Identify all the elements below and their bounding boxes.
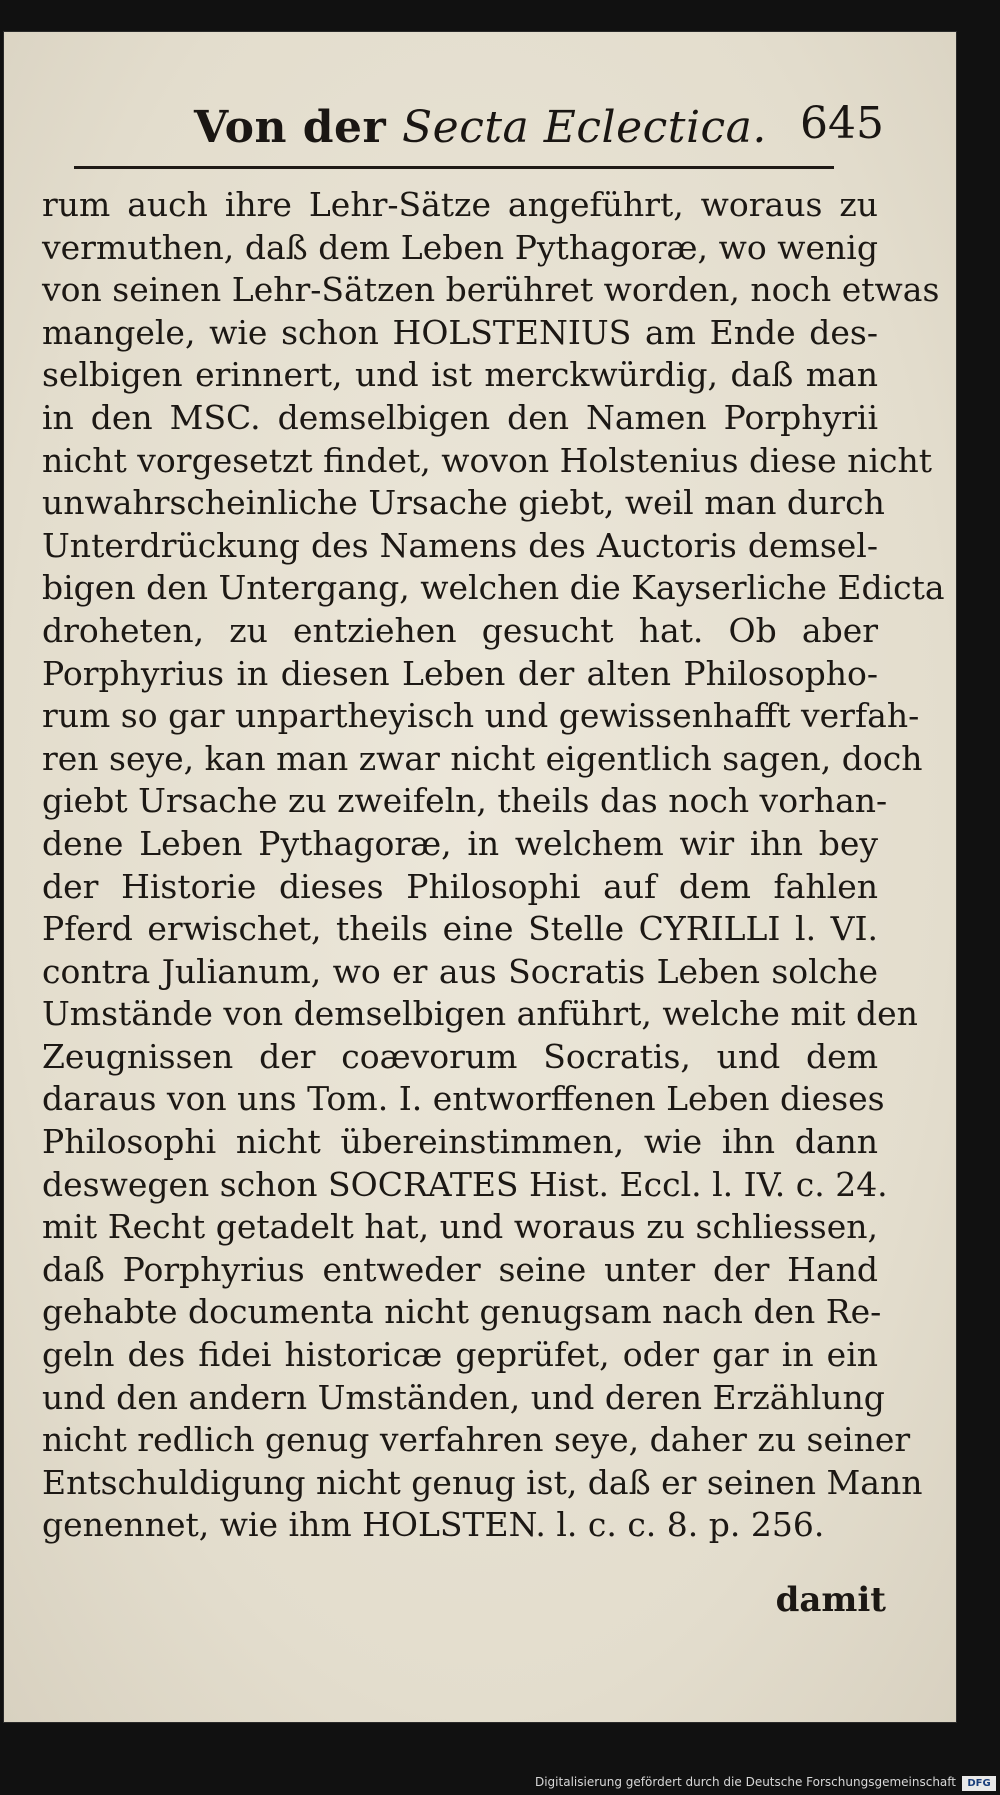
text-line: daß Porphyrius entweder seine unter der Hand <box>42 1249 878 1289</box>
text-line: mangele, wie schon HOLSTENIUS am Ende des- <box>42 312 878 352</box>
text-line: Unterdrückung des Namens des Auctoris demsel- <box>42 525 878 565</box>
text-line: mit Recht getadelt hat, und woraus zu schliessen, <box>42 1207 878 1247</box>
text-line: nicht redlich genug verfahren seye, daher zu seiner <box>42 1420 911 1460</box>
page-number: 645 <box>800 98 884 149</box>
text-line: Porphyrius in diesen Leben der alten Philosopho- <box>42 653 878 693</box>
text-line: droheten, zu entziehen gesucht hat. Ob aber <box>42 610 878 650</box>
text-line: contra Julianum, wo er aus Socratis Leben solche <box>42 951 878 991</box>
text-line: der Historie dieses Philosophi auf dem fahlen <box>42 866 878 906</box>
text-line: ren seye, kan man zwar nicht eigentlich sagen, doch <box>42 738 923 778</box>
text-line: gehabte documenta nicht genugsam nach den Re- <box>42 1292 882 1332</box>
text-line: genennet, wie ihm HOLSTEN. l. c. c. 8. p. 256. <box>42 1505 825 1545</box>
title-latin: Secta Eclectica. <box>402 102 767 153</box>
text-line: rum auch ihre Lehr-Sätze angeführt, woraus zu <box>42 185 878 224</box>
header-rule <box>74 166 834 169</box>
running-title <box>194 102 767 153</box>
text-line: nicht vorgesetzt findet, wovon Holstenius diese nicht <box>42 440 933 480</box>
book-page <box>4 32 956 1722</box>
catchword: damit <box>775 1580 886 1620</box>
text-line: rum so gar unpartheyisch und gewissenhafft verfah- <box>42 696 920 736</box>
text-line: unwahrscheinliche Ursache giebt, weil man durch <box>42 483 885 523</box>
text-line: selbigen erinnert, und ist merckwürdig, daß man <box>42 355 878 395</box>
digitization-credit: Digitalisierung gefördert durch die Deutsche Forschungsgemeinschaft <box>534 1775 956 1789</box>
text-line: in den MSC. demselbigen den Namen Porphyrii <box>42 397 878 437</box>
text-line: daraus von uns Tom. I. entworffenen Leben dieses <box>42 1079 885 1119</box>
title-prefix: Von der <box>194 102 387 153</box>
text-line: und den andern Umständen, und deren Erzählung <box>42 1377 885 1417</box>
text-line: giebt Ursache zu zweifeln, theils das noch vorhan- <box>42 781 888 821</box>
text-line: bigen den Untergang, welchen die Kayserliche Edicta <box>42 568 945 608</box>
text-line: Entschuldigung nicht genug ist, daß er seinen Mann <box>42 1462 923 1502</box>
text-line: von seinen Lehr-Sätzen berühret worden, noch etwas <box>42 270 940 310</box>
page-header <box>74 80 884 170</box>
dfg-logo: DFG <box>962 1776 996 1791</box>
text-line: Pferd erwischet, theils eine Stelle CYRILLI l. VI. <box>42 909 878 949</box>
body-text <box>42 184 945 1547</box>
text-line: Umstände von demselbigen anführt, welche mit den <box>42 994 918 1034</box>
text-line: dene Leben Pythagoræ, in welchem wir ihn bey <box>42 823 878 863</box>
text-line: deswegen schon SOCRATES Hist. Eccl. l. IV. c. 24. <box>42 1164 888 1204</box>
text-line: Zeugnissen der coævorum Socratis, und dem <box>42 1036 878 1076</box>
text-line: Philosophi nicht übereinstimmen, wie ihn dann <box>42 1122 878 1162</box>
text-line: geln des fidei historicæ geprüfet, oder gar in ein <box>42 1335 878 1375</box>
text-line: vermuthen, daß dem Leben Pythagoræ, wo wenig <box>42 227 878 267</box>
